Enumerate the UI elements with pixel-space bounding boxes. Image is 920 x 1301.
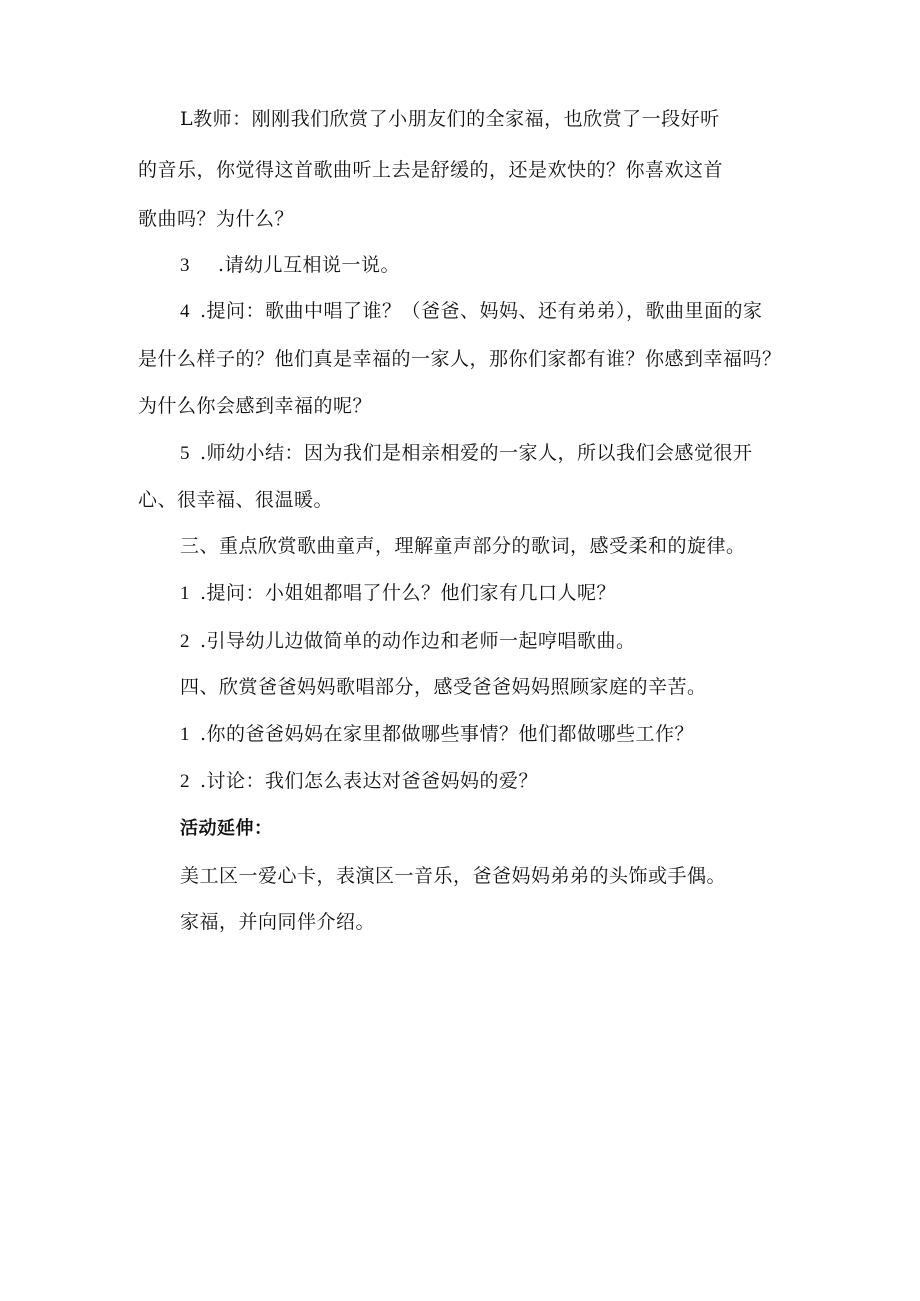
paragraph-teacher-line-1: L教师：刚刚我们欣赏了小朋友们的全家福，也欣赏了一段好听 — [180, 108, 720, 130]
step-4-line-1 — [180, 299, 763, 324]
paragraph-teacher-line-3: 歌曲吗？为什么？ — [138, 208, 295, 230]
section-3-item-2 — [180, 629, 636, 654]
step-3-number: 3 — [180, 255, 190, 276]
step-5-line-1 — [180, 441, 753, 466]
extension-line-1: 美工区一爱心卡，表演区一音乐，爸爸妈妈弟弟的头饰或手偶。 — [180, 865, 727, 887]
section-3-heading: 三、重点欣赏歌曲童声，理解童声部分的歌词，感受柔和的旋律。 — [180, 535, 746, 557]
step-5-number: 5 — [180, 443, 190, 464]
section-3-item-1-text: .提问：小姐姐都唱了什么？他们家有几口人呢？ — [200, 582, 617, 604]
step-4-line-2: 是什么样子的？他们真是幸福的一家人，那你们家都有谁？你感到幸福吗？ — [138, 348, 782, 370]
paragraph-teacher-line-2: 的音乐，你觉得这首歌曲听上去是舒缓的，还是欢快的？你喜欢这首 — [138, 159, 724, 181]
extension-line-2: 家福，并向同伴介绍。 — [180, 911, 376, 933]
section-4-item-1-number: 1 — [180, 724, 190, 745]
section-3-item-1 — [180, 581, 616, 606]
step-3-text: .请幼儿互相说一说。 — [218, 254, 401, 276]
section-3-item-2-text: .引导幼儿边做简单的动作边和老师一起哼唱歌曲。 — [200, 630, 636, 652]
extension-heading: 活动延伸： — [180, 818, 273, 839]
step-3 — [180, 253, 400, 278]
section-3-item-1-number: 1 — [180, 583, 190, 604]
section-4-item-2-number: 2 — [180, 771, 190, 792]
section-4-item-1 — [180, 722, 694, 747]
step-5-text: .师幼小结：因为我们是相亲相爱的一家人，所以我们会感觉很开 — [200, 442, 753, 464]
step-4-line-3: 为什么你会感到幸福的呢？ — [138, 395, 373, 417]
section-4-heading: 四、欣赏爸爸妈妈歌唱部分，感受爸爸妈妈照顾家庭的辛苦。 — [180, 676, 707, 698]
section-4-item-2 — [180, 769, 538, 794]
step-4-number: 4 — [180, 301, 190, 322]
section-4-item-1-text: .你的爸爸妈妈在家里都做哪些事情？他们都做哪些工作？ — [200, 723, 695, 745]
section-3-item-2-number: 2 — [180, 631, 190, 652]
step-4-text: .提问：歌曲中唱了谁？（爸爸、妈妈、还有弟弟），歌曲里面的家 — [200, 300, 763, 322]
step-5-line-2: 心、很幸福、很温暖。 — [138, 489, 334, 511]
section-4-item-2-text: .讨论：我们怎么表达对爸爸妈妈的爱？ — [200, 770, 539, 792]
